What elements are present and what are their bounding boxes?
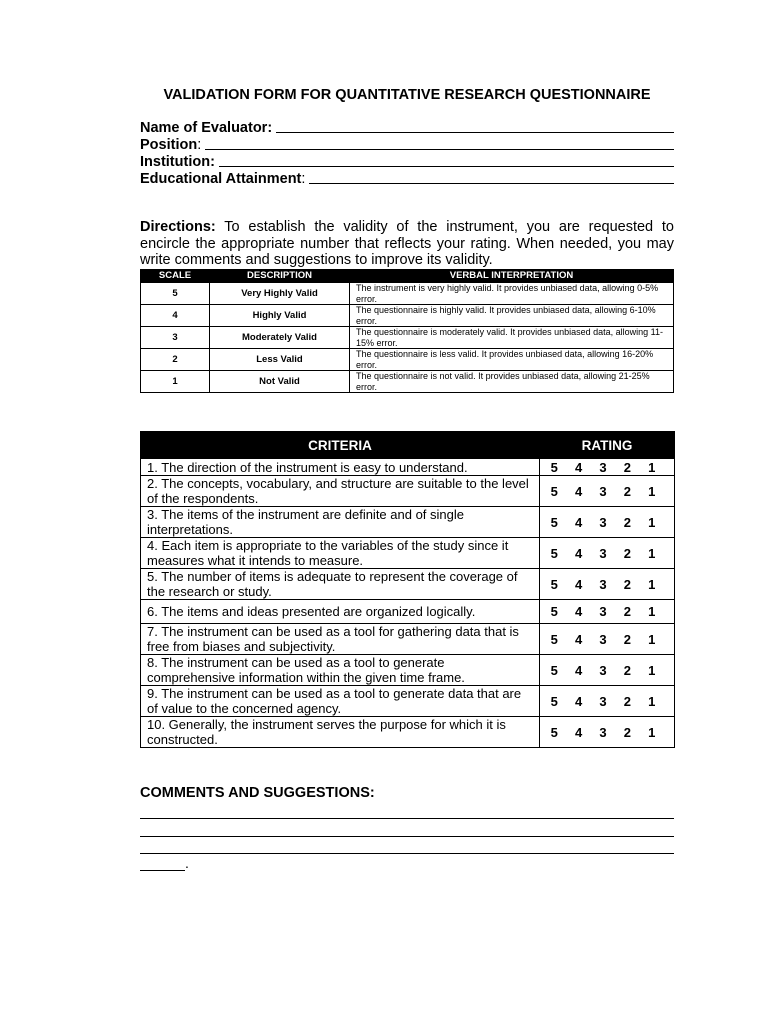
scale-table-header-row xyxy=(141,270,674,283)
rating-option[interactable]: 5 xyxy=(550,576,558,592)
scale-description: Highly Valid xyxy=(210,305,350,327)
comment-line[interactable] xyxy=(140,836,674,837)
scale-interpretation: The instrument is very highly valid. It provides unbiased data, allowing 0-5% error. xyxy=(350,283,674,305)
criteria-text: 3. The items of the instrument are definite and of single interpretations. xyxy=(141,507,540,538)
rating-option[interactable]: 2 xyxy=(623,576,631,592)
rating-option[interactable]: 1 xyxy=(648,514,656,530)
rating-option[interactable]: 5 xyxy=(550,662,558,678)
criteria-row xyxy=(141,655,675,686)
rating-option[interactable]: 4 xyxy=(574,459,583,475)
criteria-text: 6. The items and ideas presented are organized logically. xyxy=(141,600,540,624)
rating-option[interactable]: 3 xyxy=(599,631,607,647)
scale-description: Very Highly Valid xyxy=(210,283,350,305)
position-label-suffix: : xyxy=(197,137,202,153)
directions-text: To establish the validity of the instrument, you are requested to encircle the appropriate number that reflects your rating. When needed, you may write comments and suggestions to improve its validity. xyxy=(140,219,674,268)
rating-option[interactable]: 1 xyxy=(648,693,656,709)
evaluator-name-field[interactable] xyxy=(140,119,674,136)
educational-attainment-label: Educational Attainment xyxy=(140,171,302,187)
directions-paragraph xyxy=(140,219,674,269)
scale-description: Less Valid xyxy=(210,349,350,371)
rating-option[interactable]: 2 xyxy=(623,631,631,647)
rating-option[interactable]: 4 xyxy=(574,662,583,678)
position-line[interactable] xyxy=(205,148,674,150)
criteria-row xyxy=(141,686,675,717)
rating-option[interactable]: 1 xyxy=(648,576,656,592)
rating-option[interactable]: 5 xyxy=(550,545,558,561)
criteria-text: 5. The number of items is adequate to represent the coverage of the research or study. xyxy=(141,569,540,600)
criteria-text: 8. The instrument can be used as a tool to generate comprehensive information within the given time frame. xyxy=(141,655,540,686)
criteria-table-header-row xyxy=(141,432,675,459)
criteria-row xyxy=(141,538,675,569)
rating-option[interactable]: 1 xyxy=(648,459,656,475)
rating-option[interactable]: 1 xyxy=(648,631,656,647)
comments-title: COMMENTS AND SUGGESTIONS: xyxy=(140,785,375,801)
rating-options xyxy=(540,569,675,600)
rating-option[interactable]: 3 xyxy=(599,662,607,678)
rating-option[interactable]: 5 xyxy=(550,514,558,530)
criteria-row xyxy=(141,459,675,476)
institution-field[interactable] xyxy=(140,153,674,170)
rating-options xyxy=(540,655,675,686)
rating-option[interactable]: 2 xyxy=(623,459,631,475)
comment-line[interactable] xyxy=(140,818,674,819)
criteria-row xyxy=(141,476,675,507)
position-field[interactable] xyxy=(140,136,674,153)
rating-option[interactable]: 1 xyxy=(648,662,656,678)
scale-row xyxy=(141,327,674,349)
rating-option[interactable]: 2 xyxy=(623,514,631,530)
rating-options xyxy=(540,507,675,538)
rating-options xyxy=(540,717,675,748)
criteria-row xyxy=(141,600,675,624)
rating-option[interactable]: 5 xyxy=(550,459,558,475)
evaluator-name-line[interactable] xyxy=(276,131,674,133)
rating-options xyxy=(540,538,675,569)
rating-option[interactable]: 2 xyxy=(623,693,631,709)
educational-attainment-label-suffix: : xyxy=(301,171,306,187)
scale-value: 1 xyxy=(141,371,210,393)
rating-option[interactable]: 3 xyxy=(599,459,607,475)
rating-header: RATING xyxy=(540,432,675,459)
rating-option[interactable]: 3 xyxy=(599,693,607,709)
rating-option[interactable]: 2 xyxy=(623,724,631,740)
criteria-header: CRITERIA xyxy=(141,432,540,459)
criteria-text: 4. Each item is appropriate to the variables of the study since it measures what it intends to measure. xyxy=(141,538,540,569)
comment-line-short[interactable] xyxy=(140,855,189,871)
rating-option[interactable]: 5 xyxy=(550,693,558,709)
rating-option[interactable]: 4 xyxy=(574,631,583,647)
rating-option[interactable]: 3 xyxy=(599,514,607,530)
criteria-text: 1. The direction of the instrument is easy to understand. xyxy=(141,459,540,476)
scale-table xyxy=(140,269,674,393)
educational-attainment-field[interactable] xyxy=(140,170,674,187)
comment-line[interactable] xyxy=(140,853,674,854)
rating-option[interactable]: 3 xyxy=(599,604,607,619)
rating-option[interactable]: 5 xyxy=(550,604,558,619)
rating-option[interactable]: 3 xyxy=(599,576,607,592)
rating-option[interactable]: 3 xyxy=(599,545,607,561)
rating-option[interactable]: 4 xyxy=(574,483,583,499)
verbal-interpretation-header: VERBAL INTERPRETATION xyxy=(350,270,674,283)
scale-value: 3 xyxy=(141,327,210,349)
rating-option[interactable]: 2 xyxy=(623,604,631,619)
rating-option[interactable]: 5 xyxy=(550,631,558,647)
educational-attainment-line[interactable] xyxy=(309,182,674,184)
rating-options xyxy=(540,686,675,717)
rating-option[interactable]: 4 xyxy=(574,724,583,740)
criteria-row xyxy=(141,507,675,538)
rating-option[interactable]: 5 xyxy=(550,483,558,499)
scale-row xyxy=(141,305,674,327)
institution-line[interactable] xyxy=(219,165,674,167)
scale-header: SCALE xyxy=(141,270,210,283)
criteria-row xyxy=(141,717,675,748)
scale-row xyxy=(141,283,674,305)
scale-row xyxy=(141,371,674,393)
criteria-text: 10. Generally, the instrument serves the purpose for which it is constructed. xyxy=(141,717,540,748)
scale-value: 5 xyxy=(141,283,210,305)
scale-interpretation: The questionnaire is highly valid. It provides unbiased data, allowing 6-10% error. xyxy=(350,305,674,327)
rating-option[interactable]: 3 xyxy=(599,483,607,499)
scale-value: 4 xyxy=(141,305,210,327)
scale-row xyxy=(141,349,674,371)
scale-description: Moderately Valid xyxy=(210,327,350,349)
criteria-text: 7. The instrument can be used as a tool for gathering data that is free from biases and subjectivity. xyxy=(141,624,540,655)
comment-end-mark: . xyxy=(185,855,189,871)
rating-option[interactable]: 4 xyxy=(574,514,583,530)
form-title: VALIDATION FORM FOR QUANTITATIVE RESEARCH QUESTIONNAIRE xyxy=(163,87,651,103)
rating-option[interactable]: 2 xyxy=(623,483,631,499)
comment-short-underline[interactable] xyxy=(140,856,185,871)
evaluator-name-label: Name of Evaluator: xyxy=(140,120,273,136)
rating-option[interactable]: 2 xyxy=(623,545,631,561)
rating-option[interactable]: 1 xyxy=(648,724,656,740)
rating-option[interactable]: 2 xyxy=(623,662,631,678)
rating-options xyxy=(540,600,675,624)
scale-interpretation: The questionnaire is moderately valid. It provides unbiased data, allowing 11-15% error. xyxy=(350,327,674,349)
criteria-row xyxy=(141,624,675,655)
rating-option[interactable]: 5 xyxy=(550,724,558,740)
institution-label: Institution: xyxy=(140,154,215,170)
rating-option[interactable]: 4 xyxy=(574,693,583,709)
criteria-text: 2. The concepts, vocabulary, and structure are suitable to the level of the respondents. xyxy=(141,476,540,507)
rating-option[interactable]: 1 xyxy=(648,545,656,561)
rating-option[interactable]: 1 xyxy=(648,604,656,619)
description-header: DESCRIPTION xyxy=(210,270,350,283)
rating-options xyxy=(540,624,675,655)
directions-heading: Directions: xyxy=(140,219,216,235)
scale-value: 2 xyxy=(141,349,210,371)
scale-interpretation: The questionnaire is less valid. It provides unbiased data, allowing 16-20% error. xyxy=(350,349,674,371)
scale-description: Not Valid xyxy=(210,371,350,393)
rating-option[interactable]: 1 xyxy=(648,483,656,499)
rating-options xyxy=(540,476,675,507)
rating-option[interactable]: 4 xyxy=(574,576,583,592)
criteria-table xyxy=(140,431,675,748)
rating-option[interactable]: 4 xyxy=(574,604,583,619)
evaluator-fields xyxy=(140,119,674,187)
rating-option[interactable]: 4 xyxy=(574,545,583,561)
criteria-text: 9. The instrument can be used as a tool to generate data that are of value to the concerned agency. xyxy=(141,686,540,717)
rating-option[interactable]: 3 xyxy=(599,724,607,740)
position-label: Position xyxy=(140,137,198,153)
rating-options xyxy=(540,459,675,476)
scale-interpretation: The questionnaire is not valid. It provides unbiased data, allowing 21-25% error. xyxy=(350,371,674,393)
criteria-row xyxy=(141,569,675,600)
